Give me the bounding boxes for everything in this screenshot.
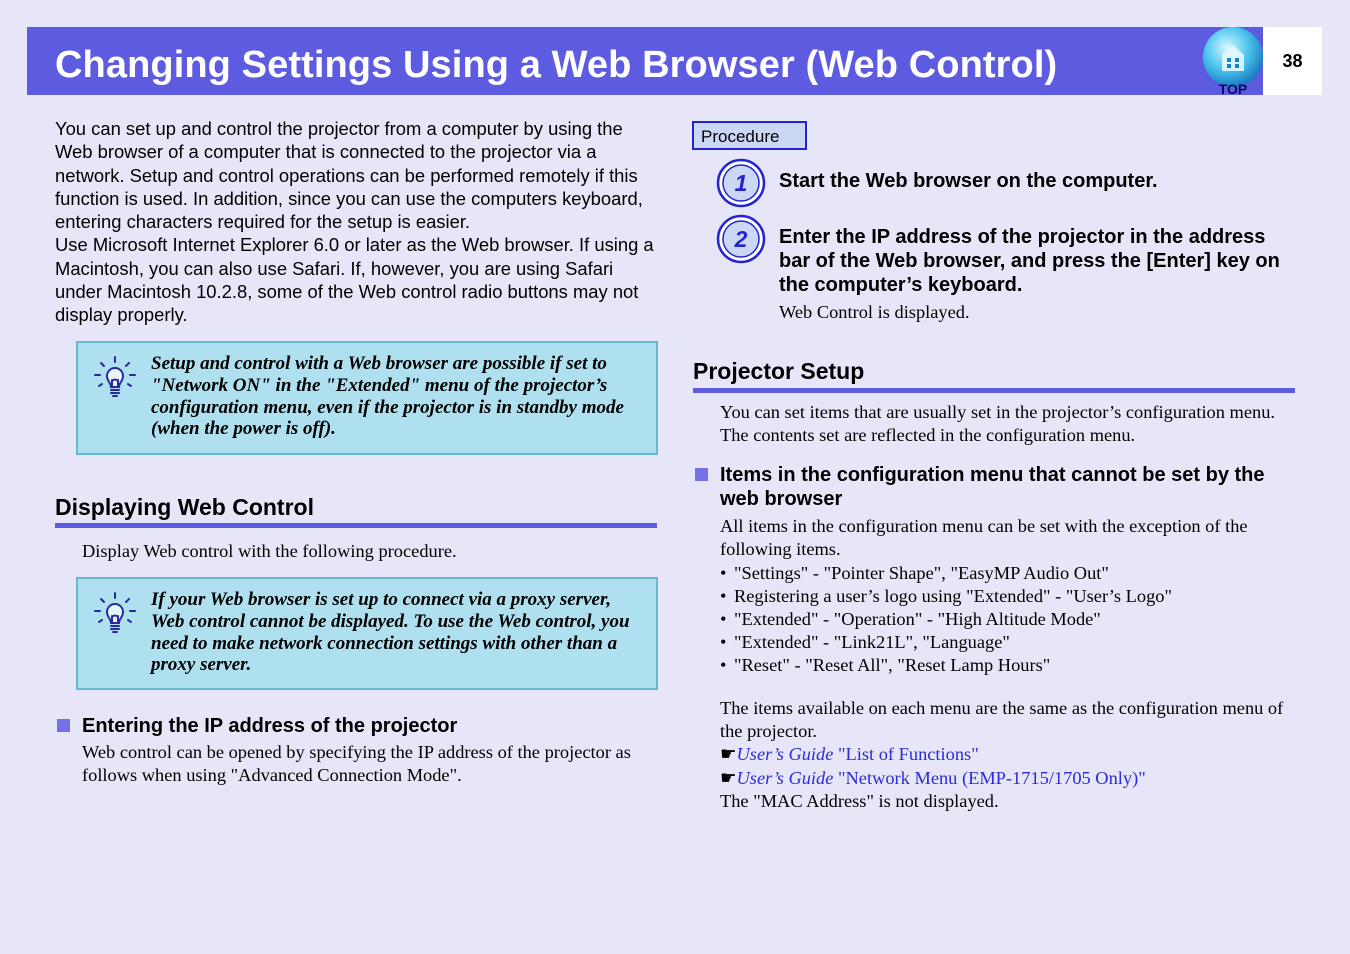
- step-2-result: Web Control is displayed.: [779, 302, 970, 322]
- items-available-text: The items available on each menu are the same as the configuration menu of the projector.: [720, 698, 1284, 741]
- step-number-icon: [716, 158, 766, 208]
- pointing-hand-icon: ☛: [720, 768, 737, 788]
- page-number-box: [1263, 27, 1322, 95]
- intro-paragraph-1: You can set up and control the projector from a computer by using the Web browser of a computer that is connected to the projector via a network. Setup and control operations can be performed remotely if this function is used. In addition, since you can use the computers keyboard, entering characters required for the setup is easier.: [55, 118, 643, 233]
- top-icon[interactable]: [1200, 27, 1266, 97]
- intro-paragraph-2: Use Microsoft Internet Explorer 6.0 or later as the Web browser. If using a Macintosh, you can also use Safari. If, however, you are using Safari under Macintosh 10.2.8, some of the Web control radio buttons may not display properly.: [55, 234, 654, 326]
- procedure-label: Procedure: [701, 127, 780, 146]
- lightbulb-icon: [92, 591, 138, 637]
- heading-displaying-web-control: Displaying Web Control: [55, 494, 314, 520]
- step-2-text: Enter the IP address of the projector in the address bar of the Web browser, and press the [Enter] key on the computer’s keyboard.: [779, 226, 1280, 296]
- link-guide-name[interactable]: User’s Guide: [736, 744, 834, 764]
- items-list: [720, 562, 1295, 677]
- heading-rule: [693, 388, 1295, 393]
- square-bullet-icon: [695, 468, 708, 481]
- step-2-number: 2: [734, 226, 748, 252]
- projector-setup-text: You can set items that are usually set in the projector’s configuration menu. The contents set are reflected in the configuration menu.: [720, 402, 1276, 445]
- items-intro: All items in the configuration menu can be set with the exception of the following items.: [720, 516, 1248, 559]
- list-item: • Registering a user’s logo using "Extended" - "User’s Logo": [720, 585, 1295, 608]
- list-item: • "Settings" - "Pointer Shape", "EasyMP Audio Out": [720, 562, 1295, 585]
- heading-projector-setup: Projector Setup: [693, 358, 865, 384]
- intro-text: [55, 117, 655, 327]
- step-1-text: Start the Web browser on the computer.: [779, 170, 1158, 192]
- square-bullet-icon: [57, 719, 70, 732]
- list-item: • "Extended" - "Link21L", "Language": [720, 631, 1295, 654]
- procedure-label-box: [692, 121, 807, 150]
- page-title: Changing Settings Using a Web Browser (Web Control): [55, 44, 1058, 86]
- link-list-of-functions[interactable]: [720, 743, 1295, 766]
- note-box-proxy: [76, 577, 658, 690]
- link-target[interactable]: "Network Menu (EMP-1715/1705 Only)": [838, 768, 1146, 788]
- note-text-proxy: If your Web browser is set up to connect via a proxy server, Web control cannot be displayed. To use the Web control, you need to make network connection settings with other than a proxy server.: [151, 589, 630, 676]
- heading-entering-ip: Entering the IP address of the projector: [82, 715, 458, 737]
- note-text-standby: Setup and control with a Web browser are possible if set to "Network ON" in the "Extended" menu of the projector’s configuration menu, even if the projector is in standby mode (when the power is off).: [151, 353, 624, 440]
- link-guide-name[interactable]: User’s Guide: [736, 768, 834, 788]
- link-target[interactable]: "List of Functions": [838, 744, 979, 764]
- note-box-standby: [76, 341, 658, 455]
- step-1-number: 1: [734, 170, 748, 196]
- link-network-menu[interactable]: [720, 767, 1295, 790]
- list-item: • "Extended" - "Operation" - "High Altitude Mode": [720, 608, 1295, 631]
- pointing-hand-icon: ☛: [720, 744, 737, 764]
- lightbulb-icon: [92, 355, 138, 401]
- heading-rule: [55, 523, 657, 528]
- displaying-text: Display Web control with the following procedure.: [82, 541, 457, 561]
- heading-items-not-settable: Items in the configuration menu that cannot be set by the web browser: [720, 464, 1265, 510]
- page-header: [27, 27, 1263, 95]
- step-number-icon: [716, 214, 766, 264]
- mac-address-note: The "MAC Address" is not displayed.: [720, 791, 999, 811]
- entering-text: Web control can be opened by specifying the IP address of the projector as follows when using "Advanced Connection Mode".: [82, 742, 631, 785]
- list-item: • "Reset" - "Reset All", "Reset Lamp Hours": [720, 654, 1295, 677]
- page-number: 38: [1282, 51, 1303, 71]
- top-label: TOP: [1218, 81, 1248, 97]
